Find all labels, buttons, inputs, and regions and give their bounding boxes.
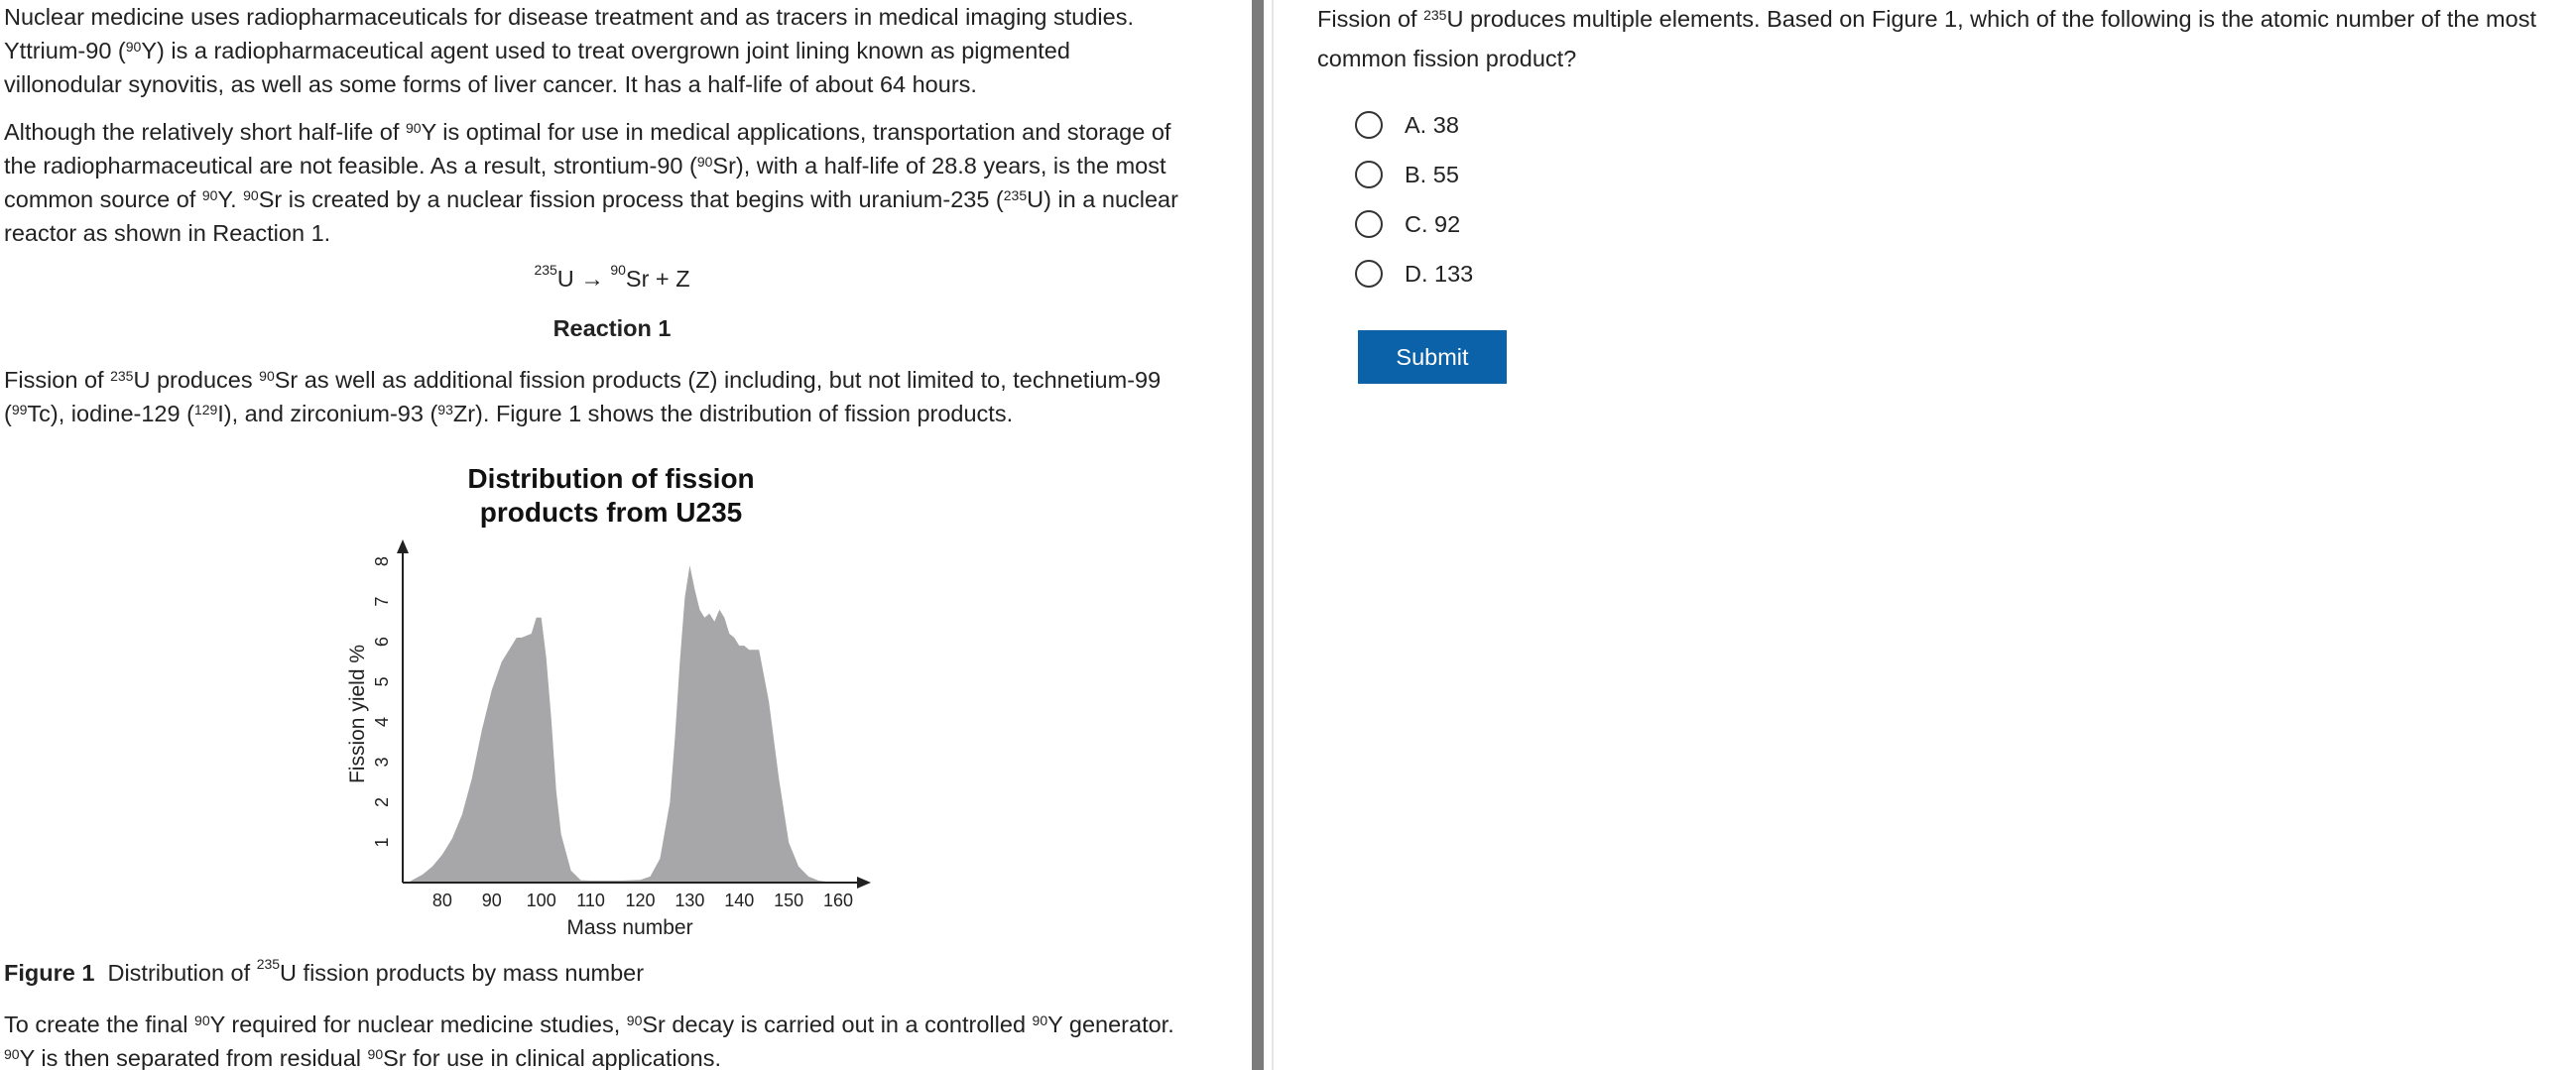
passage-text: villonodular synovitis, as well as some forms of liver cancer. It has a half-life of about 64 hours.: [4, 71, 977, 97]
pane-divider[interactable]: [1252, 0, 1264, 1070]
option-c[interactable]: [1355, 210, 1460, 238]
x-tick-label: 90: [481, 891, 502, 910]
chart-title-line-2: products from U235: [479, 497, 743, 528]
passage-paragraph-2: Although the relatively short half-life of $^{90}$Y is optimal for use in medical applications, transportation and storage of the radiopharmaceutical are not feasible. As a result, strontium-90 ($^{90}$Sr), with a half-life of 28.8 years, is the most common source of $^{90}$Y. $^{90}$Sr is created by a nuclear fission process that begins with uranium-235 ($^{235}$U) in a nuclear reactor as shown in Reaction 1.: [4, 119, 1178, 246]
x-tick-label: 100: [526, 891, 556, 910]
option-b[interactable]: [1355, 161, 1459, 188]
y-tick-label: 8: [371, 556, 392, 567]
x-axis-label: Mass number: [566, 916, 693, 939]
radio-option-b[interactable]: [1355, 161, 1383, 188]
x-tick-label: 130: [675, 891, 705, 910]
radio-option-a[interactable]: [1355, 111, 1383, 139]
x-tick-label: 150: [774, 891, 804, 910]
question-pane: [1317, 0, 2567, 1070]
option-a[interactable]: [1355, 111, 1459, 139]
passage-text: Yttrium-90 ($^{90}$Y) is a radiopharmaceutical agent used to treat overgrown joint lining known as pigmented: [4, 38, 1070, 63]
passage-pane[interactable]: [0, 0, 1252, 1070]
y-tick-label: 4: [371, 717, 392, 728]
question-stem: Fission of $^{235}$U produces multiple elements. Based on Figure 1, which of the following is the atomic number of the most common fission product?: [1317, 6, 2536, 71]
y-axis-label: Fission yield %: [346, 644, 369, 784]
passage-paragraph-4: To create the final $^{90}$Y required for nuclear medicine studies, $^{90}$Sr decay is carried out in a controlled $^{90}$Y generator. $^{90}$Y is then separated from residual $^{90}$Sr for use in clinical applications.: [4, 1011, 1174, 1070]
option-b-label: B. 55: [1405, 161, 1459, 187]
option-a-label: A. 38: [1405, 111, 1459, 138]
reaction-label: Reaction 1: [552, 315, 672, 341]
divider-line: [1272, 0, 1274, 1070]
passage-paragraph-1: [4, 0, 1134, 101]
option-d[interactable]: [1355, 260, 1473, 288]
x-tick-label: 80: [431, 891, 452, 910]
y-tick-label: 3: [371, 757, 392, 768]
radio-option-c[interactable]: [1355, 210, 1383, 238]
x-tick-label: 110: [576, 891, 605, 910]
x-tick-label: 160: [823, 891, 854, 910]
y-tick-label: 7: [371, 596, 392, 607]
passage-text: Nuclear medicine uses radiopharmaceuticals for disease treatment and as tracers in medical imaging studies.: [4, 4, 1134, 30]
radio-option-d[interactable]: [1355, 260, 1383, 288]
x-tick-label: 140: [724, 891, 755, 910]
option-d-label: D. 133: [1405, 260, 1474, 287]
chart-title-line-1: Distribution of fission: [467, 463, 755, 494]
y-axis-arrow: [397, 539, 409, 553]
fission-yield-area: [408, 565, 833, 883]
y-tick-label: 5: [371, 676, 392, 687]
x-tick-label: 120: [625, 891, 656, 910]
reaction-equation: $^{235}$U → $^{90}$Sr + Z: [534, 262, 690, 292]
x-axis-arrow: [857, 877, 871, 889]
figure-caption: Figure 1 Distribution of $^{235}$U fission products by mass number: [4, 956, 645, 986]
submit-button[interactable]: Submit: [1358, 330, 1507, 384]
y-tick-label: 2: [371, 797, 392, 808]
fission-distribution-chart: [0, 451, 992, 947]
option-c-label: C. 92: [1405, 210, 1461, 237]
y-tick-label: 1: [371, 837, 392, 848]
passage-paragraph-3: Fission of $^{235}$U produces $^{90}$Sr as well as additional fission products (Z) including, but not limited to, technetium-99 ($^{99}$Tc), iodine-129 ($^{129}$I), and zirconium-93 ($^{93}$Zr). Figure 1 shows the distribution of fission products.: [4, 367, 1162, 426]
y-tick-label: 6: [371, 637, 392, 648]
